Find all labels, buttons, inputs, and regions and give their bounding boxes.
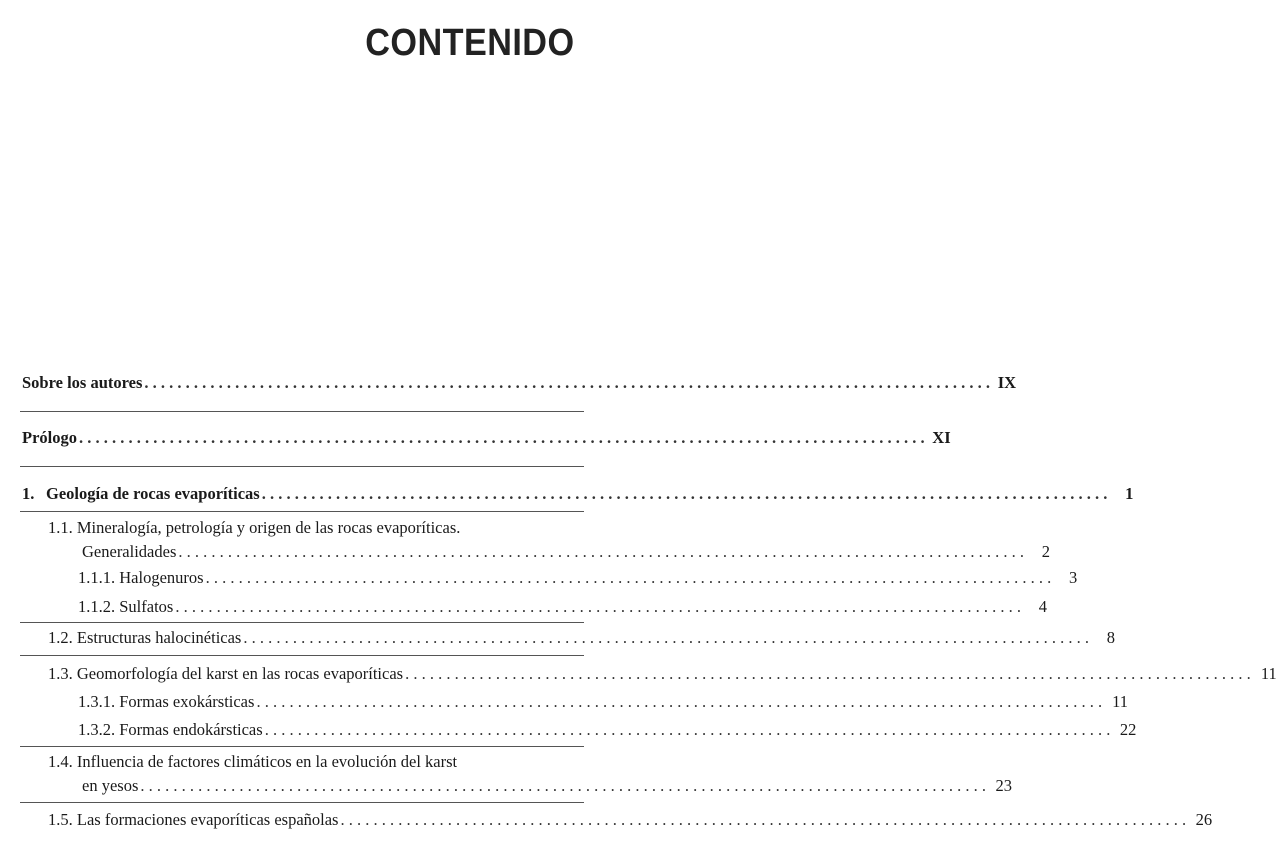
toc-entry-label: 1.3.1. Formas exokársticas [78,692,255,711]
divider [20,802,584,803]
divider [20,622,584,623]
chapter-title: Geología de rocas evaporíticas [46,484,260,503]
toc-page-number: 1 [1125,484,1134,503]
dot-leader [405,664,1251,684]
divider [20,655,584,656]
divider [20,466,584,467]
toc-entry-1-2[interactable] [48,628,1115,648]
toc-entry-sobre-los-autores[interactable] [22,373,1017,393]
dot-leader [243,628,1089,648]
toc-entry-1-1-1[interactable] [78,568,1078,588]
chapter-number: 1. [22,484,35,503]
toc-entry-label-line2: Generalidades [82,542,177,561]
toc-entry-prologo[interactable] [22,428,951,448]
toc-entry-label-line1: 1.4. Influencia de factores climáticos en la evolución del karst [48,752,458,771]
toc-entry-label-line2: en yesos [82,776,139,795]
toc-entry-label [22,484,260,504]
toc-entry-1-3-1[interactable] [78,692,1129,712]
toc-entry-label: 1.5. Las formaciones evaporíticas españolas [48,810,339,829]
toc-entry-label: Sobre los autores [22,373,143,392]
divider [20,511,584,512]
toc-entry-chapter-1[interactable] [22,484,1134,504]
dot-leader [175,597,1021,617]
toc-entry-label: 1.1.1. Halogenuros [78,568,204,587]
page-title: CONTENIDO [364,22,574,64]
toc-page-number: IX [997,373,1017,392]
toc-page-number: 2 [1041,542,1050,561]
divider [20,411,584,412]
toc-entry-1-3-2[interactable] [78,720,1137,740]
toc-entry-label-line1: 1.1. Mineralogía, petrología y origen de las rocas evaporíticas. [48,518,461,537]
toc-page-number: XI [932,428,951,447]
toc-page-number: 11 [1112,692,1129,711]
dot-leader [144,373,990,393]
toc-page-number: 4 [1038,597,1047,616]
toc-entry-1-3[interactable] [48,664,1277,684]
toc-page-number: 26 [1195,810,1213,829]
toc-entry-label: Prólogo [22,428,77,447]
toc-entry-label: 1.1.2. Sulfatos [78,597,174,616]
dot-leader [265,720,1111,740]
toc-entry-label: 1.3. Geomorfología del karst en las rocas evaporíticas [48,664,404,683]
toc-entry-1-5[interactable] [48,810,1213,830]
dot-leader [79,428,925,448]
dot-leader [178,542,1024,562]
toc-page-number: 11 [1260,664,1277,683]
dot-leader [140,776,986,796]
divider [20,746,584,747]
dot-leader [206,568,1052,588]
toc-entry-1-4[interactable] [48,752,1012,796]
toc-entry-label: 1.3.2. Formas endokársticas [78,720,263,739]
dot-leader [340,810,1186,830]
toc-entry-label: 1.2. Estructuras halocinéticas [48,628,242,647]
toc-entry-1-1[interactable] [48,518,1050,562]
toc-page-number: 8 [1106,628,1115,647]
toc-page-number: 22 [1119,720,1137,739]
dot-leader [262,484,1108,504]
toc-entry-1-1-2[interactable] [78,597,1047,617]
toc-page-number: 23 [995,776,1012,795]
toc-page-number: 3 [1068,568,1078,587]
dot-leader [256,692,1102,712]
